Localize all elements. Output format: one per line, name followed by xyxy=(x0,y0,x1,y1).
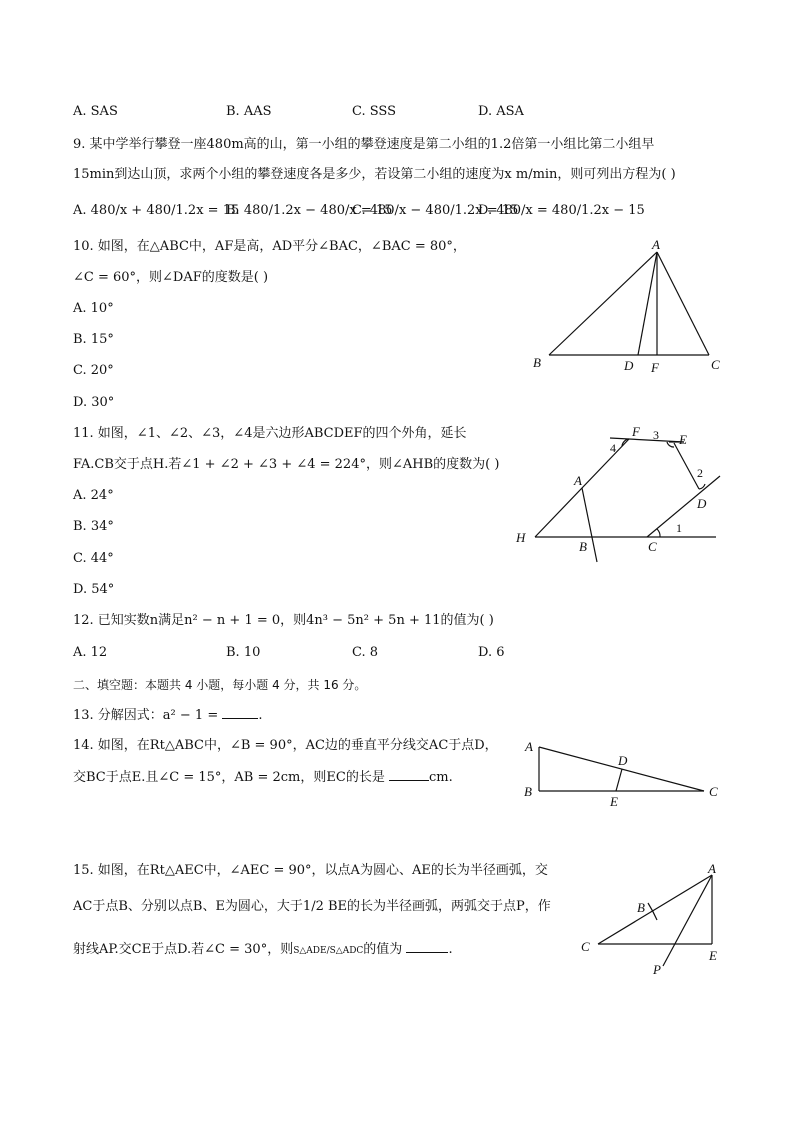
q14-label-b: B xyxy=(524,784,532,799)
q10-label-c: C xyxy=(711,357,720,372)
q15-stem-line1: 15. 如图，在Rt△AEC中，∠AEC = 90°，以点A为圆心、AE的长为半径画弧，交 xyxy=(73,863,548,878)
q14-answer-blank[interactable] xyxy=(389,768,429,781)
q13-text: 13. 分解因式：a² − 1 = xyxy=(73,708,219,723)
q11-label-a: A xyxy=(574,473,582,488)
q11-hexagon-figure xyxy=(510,420,730,570)
q12-option-b: B. 10 xyxy=(226,645,261,660)
q15-ratio: S△ADE/S△ADC xyxy=(293,946,364,956)
q14-label-d: D xyxy=(618,753,628,768)
q10-stem-line2: ∠C = 60°，则∠DAF的度数是( ) xyxy=(73,270,269,285)
q15-label-c: C xyxy=(581,939,590,954)
q9-stem-line1: 9. 某中学举行攀登一座480m高的山，第一小组的攀登速度是第二小组的1.2倍第一小组比第二小组早 xyxy=(73,137,655,152)
q12-option-d: D. 6 xyxy=(478,645,505,660)
q8-option-a: A. SAS xyxy=(73,104,118,119)
q9-option-d: D. 480/x = 480/1.2x − 15 xyxy=(478,203,645,218)
q9-option-c: C. 480/x − 480/1.2x = 15 xyxy=(352,203,519,218)
q11-label-c: C xyxy=(648,539,657,554)
q11-label-4: 4 xyxy=(610,441,616,455)
section-heading: 二、填空题：本题共 4 小题，每小题 4 分，共 16 分。 xyxy=(73,678,367,692)
q14-label-c: C xyxy=(709,784,718,799)
q10-option-a: A. 10° xyxy=(73,301,114,316)
q14-text: 交BC于点E.且∠C = 15°，AB = 2cm，则EC的长是 xyxy=(73,770,385,785)
q9-stem-line2: 15min到达山顶，求两个小组的攀登速度各是多少，若设第二小组的速度为x m/min，则可列出方程为( ) xyxy=(73,167,676,182)
q11-label-b: B xyxy=(579,539,587,554)
q15-label-b: B xyxy=(637,900,645,915)
q11-option-b: B. 34° xyxy=(73,519,114,534)
q15-triangle-figure xyxy=(575,858,735,980)
q10-triangle-figure xyxy=(520,236,730,378)
q12-stem: 12. 已知实数n满足n² − n + 1 = 0，则4n³ − 5n² + 5n + 11的值为( ) xyxy=(73,613,494,628)
q11-label-2: 2 xyxy=(697,466,703,480)
q13-stem xyxy=(73,706,263,725)
q15-label-a: A xyxy=(708,861,716,876)
q10-label-a: A xyxy=(652,237,660,252)
q10-label-b: B xyxy=(533,355,541,370)
q15-label-e: E xyxy=(709,948,717,963)
q15-label-p: P xyxy=(653,962,661,977)
q14-tail: cm. xyxy=(428,770,453,785)
q15-stem-line2: AC于点B、分别以点B、E为圆心，大于1/2 BE的长为半径画弧，两弧交于点P，作 xyxy=(73,899,551,914)
q9-option-a: A. 480/x + 480/1.2x = 15 xyxy=(73,203,240,218)
q10-option-c: C. 20° xyxy=(73,363,114,378)
q9-option-b: B. 480/1.2x − 480/x = 15 xyxy=(226,203,393,218)
q11-label-d: D xyxy=(697,496,707,511)
q8-option-c: C. SSS xyxy=(352,104,397,119)
q13-answer-blank[interactable] xyxy=(222,706,258,719)
q15-answer-blank[interactable] xyxy=(406,940,448,953)
q11-label-1: 1 xyxy=(676,521,682,535)
q11-label-f: F xyxy=(632,424,640,439)
q11-option-c: C. 44° xyxy=(73,551,114,566)
q8-option-d: D. ASA xyxy=(478,104,524,119)
q15-stem-line3 xyxy=(73,940,453,960)
q15-tail: . xyxy=(448,942,453,957)
q11-label-h: H xyxy=(516,530,526,545)
q10-stem-line1: 10. 如图，在△ABC中，AF是高，AD平分∠BAC，∠BAC = 80°， xyxy=(73,239,466,254)
q13-tail: . xyxy=(258,708,263,723)
q14-stem-line1: 14. 如图，在Rt△ABC中，∠B = 90°，AC边的垂直平分线交AC于点D， xyxy=(73,738,498,753)
q15-text-b: 的值为 xyxy=(363,942,403,957)
q15-text-a: 射线AP.交CE于点D.若∠C = 30°，则 xyxy=(73,942,294,957)
q10-label-d: D xyxy=(624,358,634,373)
q10-label-f: F xyxy=(651,360,659,375)
q8-option-b: B. AAS xyxy=(226,104,272,119)
q12-option-c: C. 8 xyxy=(352,645,379,660)
q11-label-3: 3 xyxy=(653,428,659,442)
q12-option-a: A. 12 xyxy=(73,645,108,660)
q11-label-e: E xyxy=(679,432,687,447)
q11-option-d: D. 54° xyxy=(73,582,115,597)
q14-stem-line2 xyxy=(73,768,453,787)
q11-stem-line1: 11. 如图，∠1、∠2、∠3，∠4是六边形ABCDEF的四个外角，延长 xyxy=(73,426,467,441)
q10-option-b: B. 15° xyxy=(73,332,114,347)
q14-right-triangle-figure xyxy=(518,736,728,808)
q14-label-a: A xyxy=(525,739,533,754)
q14-label-e: E xyxy=(610,794,618,808)
q11-option-a: A. 24° xyxy=(73,488,114,503)
q10-option-d: D. 30° xyxy=(73,395,115,410)
q11-stem-line2: FA.CB交于点H.若∠1 + ∠2 + ∠3 + ∠4 = 224°，则∠AHB的度数为( ) xyxy=(73,457,500,472)
